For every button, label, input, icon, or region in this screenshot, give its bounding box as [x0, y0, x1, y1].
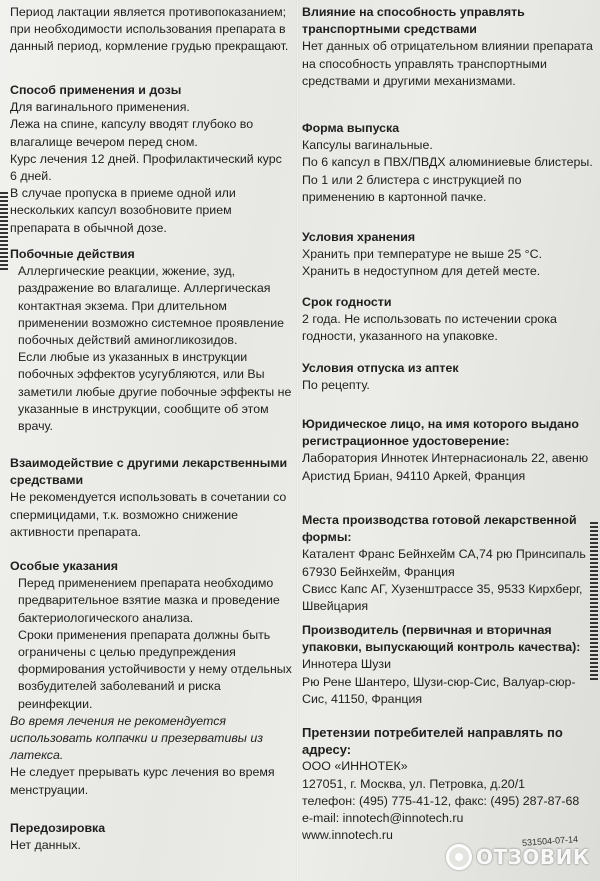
- manufacturer-title: Производитель (первичная и вторичная упаковки, выпускающий контроль качества):: [302, 623, 581, 655]
- holder-section: [302, 416, 594, 485]
- special-section: [10, 558, 292, 799]
- driving-title: Влияние на способность управлять транспортными средствами: [302, 5, 525, 37]
- overdose-line: Нет данных.: [10, 838, 81, 853]
- dosage-line: Курс лечения 12 дней. Профилактический курс 6 дней.: [10, 151, 282, 184]
- overdose-title: Передозировка: [10, 821, 106, 835]
- manufacturer-line: Рю Рене Шантеро, Шузи-сюр-Сис, Валуар-сюр-Сис, 41150, Франция: [302, 674, 576, 706]
- side-effects-line: Если любые из указанных в инструкции побочных эффектов усугубляются, или Вы заметили любые другие побочные эффекты не указанные в инструкции, сообщите об этом врачу.: [18, 350, 292, 434]
- form-line: По 1 или 2 блистера с инструкцией по применению в картонной пачке.: [302, 172, 522, 204]
- left-edge-marks: [0, 190, 8, 270]
- watermark: [446, 838, 596, 876]
- claims-title: Претензии потребителей направлять по адресу:: [302, 725, 563, 758]
- storage-section: [302, 229, 594, 281]
- storage-line: Хранить при температуре не выше 25 °С.: [302, 247, 543, 262]
- shelf-life-title: Срок годности: [302, 295, 392, 309]
- form-line: Капсулы вагинальные.: [302, 138, 433, 153]
- production-site-line: Каталент Франс Бейнхейм СА,74 рю Принсипаль 67930 Бейнхейм, Франция: [302, 547, 586, 579]
- interactions-section: [10, 455, 292, 541]
- holder-title: Юридическое лицо, на имя которого выдано регистрационное удостоверение:: [302, 417, 579, 449]
- dosage-line: Лежа на спине, капсулу вводят глубоко во влагалище вечером перед сном.: [10, 117, 254, 149]
- claims-website[interactable]: www.innotech.ru: [302, 828, 393, 843]
- special-title: Особые указания: [10, 559, 119, 573]
- special-line: Во время лечения не рекомендуется использовать колпачки и презервативы из латекса.: [10, 713, 264, 763]
- special-line: Не следует прерывать курс лечения во время менструации.: [10, 765, 275, 797]
- side-effects-section: [10, 246, 292, 435]
- dosage-title: Способ применения и дозы: [10, 83, 182, 97]
- claims-email[interactable]: e-mail: innotech@innotech.ru: [302, 811, 464, 826]
- interactions-title: Взаимодействие с другими лекарственными средствами: [10, 456, 288, 488]
- claims-section: [302, 724, 594, 844]
- claims-address: 127051, г. Москва, ул. Петровка, д.20/1: [302, 776, 526, 791]
- dosage-line: В случае пропуска в приеме одной или нескольких капсул возобновите прием препарата в обычной дозе.: [10, 186, 236, 235]
- driving-line: Нет данных об отрицательном влиянии препарата на способность управлять транспортными средствами и другими механизмами.: [302, 39, 593, 88]
- form-line: По 6 капсул в ПВХ/ПВДХ алюминиевые блистеры.: [302, 155, 593, 170]
- overdose-section: [10, 820, 292, 854]
- watermark-logo-icon: [446, 844, 472, 870]
- dosage-section: [10, 82, 292, 237]
- dispensing-line: По рецепту.: [302, 378, 370, 393]
- storage-line: Хранить в недоступном для детей месте.: [302, 264, 541, 279]
- form-section: [302, 120, 594, 206]
- holder-line: Лаборатория Иннотек Интернасиональ 22, авеню Аристид Бриан, 94110 Аркей, Франция: [302, 451, 589, 483]
- production-sites-title: Места производства готовой лекарственной формы:: [302, 513, 577, 545]
- claims-company: ООО «ИННОТЕК»: [302, 759, 408, 774]
- manufacturer-line: Иннотера Шузи: [302, 657, 392, 672]
- interactions-line: Не рекомендуется использовать в сочетании со спермицидами, т.к. возможно снижение активности препарата.: [10, 490, 287, 539]
- lactation-note: [10, 4, 292, 56]
- paper-fold: [296, 0, 299, 881]
- side-effects-line: Аллергические реакции, жжение, зуд, раздражение во влагалище. Аллергическая контактная экзема. При длительном применении возможно системное проявление побочных действий аминогликозидов.: [18, 264, 285, 348]
- dispensing-title: Условия отпуска из аптек: [302, 361, 459, 375]
- production-sites-section: [302, 512, 594, 615]
- manufacturer-section: [302, 622, 594, 708]
- print-code: 531504-07-14: [521, 834, 579, 848]
- special-line: Сроки применения препарата должны быть ограничены с целью предупреждения формирования устойчивости у нему отдельных возбудителей заболеваний и риска реинфекции.: [18, 627, 292, 711]
- dispensing-section: [302, 360, 594, 394]
- shelf-life-line: 2 года. Не использовать по истечении срока годности, указанного на упаковке.: [302, 312, 557, 344]
- form-title: Форма выпуска: [302, 121, 400, 135]
- lactation-text: Период лактации является противопоказанием; при необходимости использования препарата в данный период, кормление грудью прекращают.: [10, 5, 289, 54]
- production-site-line: Свисс Капс АГ, Хузенштрассе 35, 9533 Кирхберг, Швейцария: [302, 581, 583, 614]
- watermark-text: ОТЗОВИК: [476, 845, 590, 869]
- driving-section: [302, 4, 594, 90]
- special-line: Перед применением препарата необходимо предварительное взятие мазка и проведение бактериологического анализа.: [18, 576, 280, 625]
- side-effects-title: Побочные действия: [10, 247, 135, 261]
- storage-title: Условия хранения: [302, 230, 416, 244]
- shelf-life-section: [302, 294, 594, 346]
- dosage-line: Для вагинального применения.: [10, 100, 190, 115]
- claims-phone: телефон: (495) 775-41-12, факс: (495) 287-87-68: [302, 793, 580, 808]
